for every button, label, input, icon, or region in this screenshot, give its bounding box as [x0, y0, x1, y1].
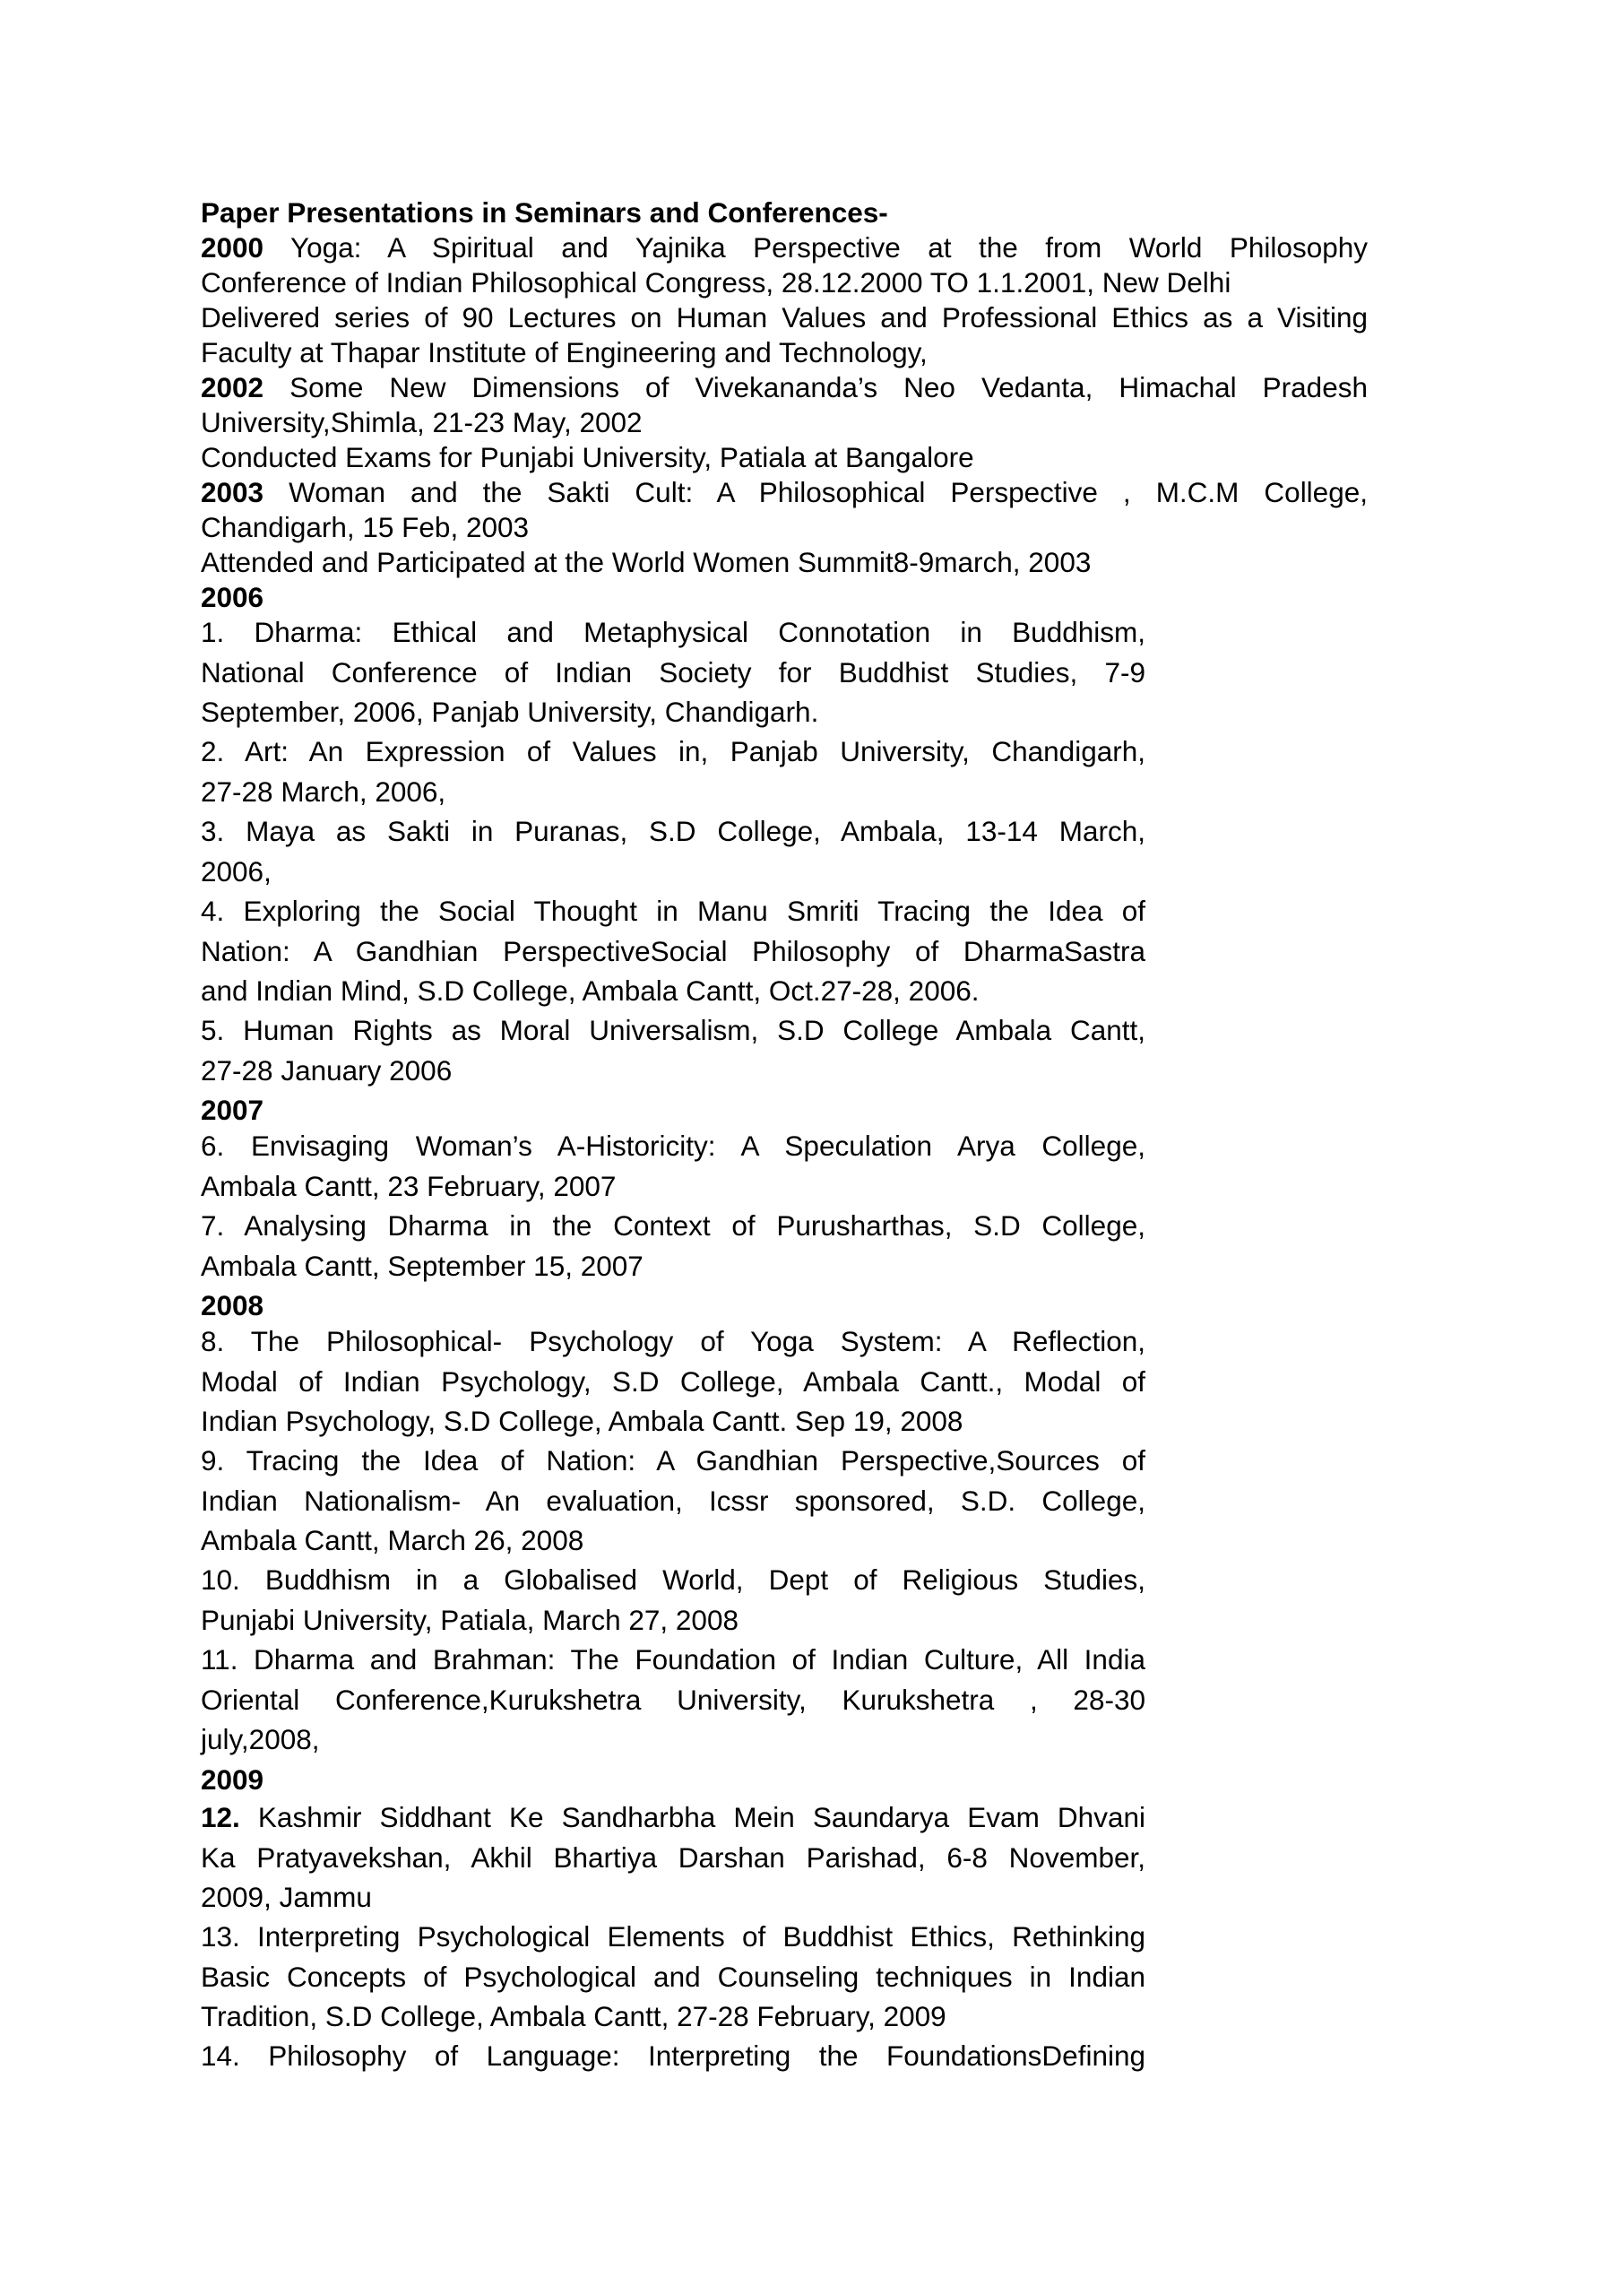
year-heading-2006: 2006: [201, 581, 264, 613]
list-item-7: 7. Analysing Dharma in the Context of Purusharthas, S.D College, Ambala Cantt, September 15, 2007: [201, 1209, 1145, 1282]
entry-2000-line-1: 2000 Yoga: A Spiritual and Yajnika Perspective at the from World Philosophy: [201, 231, 1368, 264]
year-2003: 2003: [201, 476, 264, 508]
exams-entry: Conducted Exams for Punjabi University, Patiala at Bangalore: [201, 441, 974, 473]
year-heading-2009: 2009: [201, 1763, 264, 1796]
entry-2002: [201, 370, 1368, 440]
list-item-9: 9. Tracing the Idea of Nation: A Gandhian Perspective,Sources of Indian Nationalism- An evaluation, Icssr sponsored, S.D. College, Ambala Cantt, March 26, 2008: [201, 1444, 1145, 1556]
entry-2000-line-2: Conference of Indian Philosophical Congress, 28.12.2000 TO 1.1.2001, New Delhi: [201, 266, 1231, 299]
year-heading-2008: 2008: [201, 1289, 264, 1321]
summit-entry: Attended and Participated at the World Women Summit8-9march, 2003: [201, 546, 1092, 578]
entry-2003-line-2: Chandigarh, 15 Feb, 2003: [201, 511, 530, 543]
year-2002: 2002: [201, 371, 264, 403]
entry-2002-line-2: University,Shimla, 21-23 May, 2002: [201, 406, 643, 438]
entry-2003-line-1: 2003 Woman and the Sakti Cult: A Philosophical Perspective , M.C.M College,: [201, 476, 1368, 508]
list-item-2: 2. Art: An Expression of Values in, Panjab University, Chandigarh, 27-28 March, 2006,: [201, 735, 1145, 808]
year-heading-2007: 2007: [201, 1094, 264, 1126]
list-item-6: 6. Envisaging Woman’s A-Historicity: A Speculation Arya College, Ambala Cantt, 23 February, 2007: [201, 1130, 1145, 1202]
list-item-8: 8. The Philosophical- Psychology of Yoga System: A Reflection, Modal of Indian Psychology, S.D College, Ambala Cantt., Modal of Indian Psychology, S.D College, Ambala Cantt. Sep 19, 2008: [201, 1325, 1145, 1437]
list-item-4: 4. Exploring the Social Thought in Manu Smriti Tracing the Idea of Nation: A Gandhian PerspectiveSocial Philosophy of DharmaSastra and Indian Mind, S.D College, Ambala Cantt, Oct.27-28, 2006.: [201, 895, 1145, 1007]
lectures-line-1: Delivered series of 90 Lectures on Human Values and Professional Ethics as a Visiting: [201, 301, 1368, 333]
entry-2003: [201, 475, 1368, 545]
list-item-12: 12. Kashmir Siddhant Ke Sandharbha Mein Saundarya Evam Dhvani Ka Pratyavekshan, Akhil Bhartiya Darshan Parishad, 6-8 November, 2009, Jammu: [201, 1801, 1145, 1913]
entry-2002-line-1: 2002 Some New Dimensions of Vivekananda’s Neo Vedanta, Himachal Pradesh: [201, 371, 1368, 403]
entry-2000: [201, 230, 1368, 300]
list-item-5: 5. Human Rights as Moral Universalism, S.D College Ambala Cantt, 27-28 January 2006: [201, 1014, 1145, 1087]
list-item-10: 10. Buddhism in a Globalised World, Dept of Religious Studies, Punjabi University, Patiala, March 27, 2008: [201, 1563, 1145, 1636]
year-2000: 2000: [201, 231, 264, 264]
list-item-11: 11. Dharma and Brahman: The Foundation of Indian Culture, All India Oriental Conference,Kurukshetra University, Kurukshetra , 28-30 july,2008,: [201, 1643, 1145, 1755]
lectures-entry: [201, 300, 1368, 370]
list-item-1: 1. Dharma: Ethical and Metaphysical Connotation in Buddhism, National Conference of Indian Society for Buddhist Studies, 7-9 September, 2006, Panjab University, Chandigarh.: [201, 616, 1145, 728]
list-item-3: 3. Maya as Sakti in Puranas, S.D College, Ambala, 13-14 March, 2006,: [201, 815, 1145, 888]
section-heading: Paper Presentations in Seminars and Conferences-: [201, 196, 888, 229]
lectures-line-2: Faculty at Thapar Institute of Engineering and Technology,: [201, 336, 928, 368]
list-item-14: 14. Philosophy of Language: Interpreting the FoundationsDefining: [201, 2040, 1145, 2072]
list-item-13: 13. Interpreting Psychological Elements of Buddhist Ethics, Rethinking Basic Concepts of Psychological and Counseling techniques in Indian Tradition, S.D College, Ambala Cantt, 27-28 February, 2009: [201, 1920, 1145, 2032]
